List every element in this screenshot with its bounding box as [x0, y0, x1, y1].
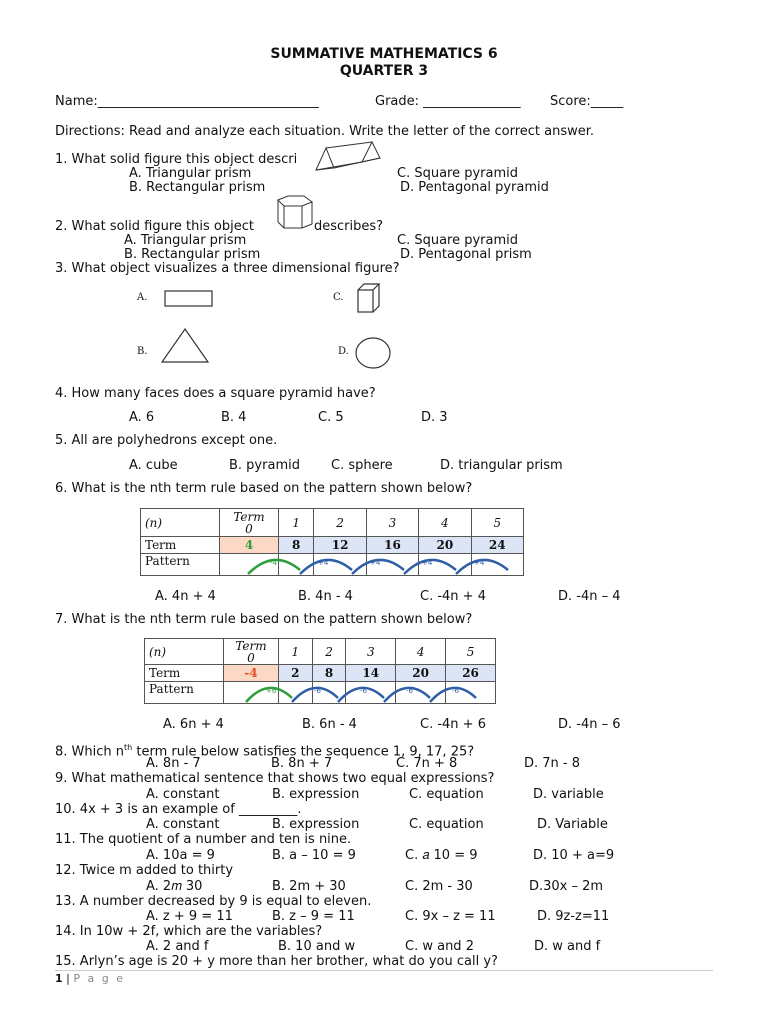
q7-option-a: A. 6n + 4 — [163, 717, 224, 732]
circle-shape-icon — [354, 336, 392, 370]
q2-option-a: A. Triangular prism — [124, 233, 247, 248]
q11-stem: 11. The quotient of a number and ten is nine. — [55, 832, 352, 847]
term0-header: Term 0 — [220, 509, 279, 537]
triangle-shape-icon — [160, 326, 210, 364]
q10-option-a: A. constant — [146, 817, 220, 832]
q10-option-c: C. equation — [409, 817, 484, 832]
page-title: SUMMATIVE MATHEMATICS 6 — [270, 46, 498, 62]
q8-option-d: D. 7n - 8 — [524, 756, 581, 771]
page-number: 1 — [55, 972, 63, 985]
term-value: 4 — [220, 537, 279, 554]
col-header: 2 — [312, 639, 346, 665]
q9-option-c: C. equation — [409, 787, 484, 802]
q2-option-c: C. Square pyramid — [397, 233, 519, 248]
q14-option-d: D. w and f — [534, 939, 601, 954]
q13-option-c: C. 9x – z = 11 — [405, 909, 496, 924]
q4-option-b: B. 4 — [221, 410, 247, 425]
term-value: -4 — [224, 665, 279, 682]
pattern-row-label: Pattern — [145, 682, 224, 704]
col-header: 5 — [446, 639, 496, 665]
q2-option-b: B. Rectangular prism — [124, 247, 261, 262]
term-value: 20 — [419, 537, 471, 554]
step-label: +4 — [370, 559, 381, 567]
q14-option-c: C. w and 2 — [405, 939, 474, 954]
q6-step-arrows — [140, 508, 524, 578]
q2-stem: 2. What solid figure this object — [55, 219, 254, 234]
term-value: 26 — [446, 665, 496, 682]
term0-header: Term 0 — [224, 639, 279, 665]
q1-option-d: D. Pentagonal pyramid — [400, 180, 549, 195]
q8-option-a: A. 8n - 7 — [146, 756, 201, 771]
q6-pattern-table — [140, 508, 524, 578]
n-header: (n) — [141, 509, 220, 537]
step-label: +6 — [266, 687, 277, 695]
n-header: (n) — [145, 639, 224, 665]
q11-option-a: A. 10a = 9 — [146, 848, 215, 863]
q1-stem: 1. What solid figure this object descri — [55, 152, 298, 167]
q5-stem: 5. All are polyhedrons except one. — [55, 433, 278, 448]
page-subtitle: QUARTER 3 — [339, 63, 429, 79]
term-value: 2 — [279, 665, 313, 682]
term-value: 24 — [471, 537, 523, 554]
q12-option-b: B. 2m + 30 — [272, 879, 346, 894]
term-row-label: Term — [141, 537, 220, 554]
q10-option-d: D. Variable — [537, 817, 608, 832]
q1-option-c: C. Square pyramid — [397, 166, 519, 181]
q6-option-a: A. 4n + 4 — [155, 589, 216, 604]
q9-option-a: A. constant — [146, 787, 220, 802]
q3-stem: 3. What object visualizes a three dimensional figure? — [55, 261, 400, 276]
term-value: 20 — [396, 665, 446, 682]
q12-option-a: A. 2𝑚 30 — [146, 879, 203, 894]
q11-option-c: C. 𝑎 10 = 9 — [405, 848, 478, 863]
q3-option-b: B. — [137, 346, 148, 357]
footer-divider — [55, 970, 713, 971]
q9-stem: 9. What mathematical sentence that shows two equal expressions? — [55, 771, 495, 786]
col-header: 1 — [279, 509, 314, 537]
col-header: 3 — [366, 509, 418, 537]
step-label: +4 — [318, 559, 329, 567]
q8-option-b: B. 8n + 7 — [271, 756, 333, 771]
term-value: 12 — [314, 537, 366, 554]
term-value: 16 — [366, 537, 418, 554]
q2-option-d: D. Pentagonal prism — [400, 247, 532, 262]
name-field: Name:__________________________________ — [55, 94, 319, 109]
page-label: P a g e — [73, 972, 125, 985]
step-label: -6 — [406, 687, 413, 695]
q4-stem: 4. How many faces does a square pyramid have? — [55, 386, 376, 401]
q1-option-b: B. Rectangular prism — [129, 180, 266, 195]
q11-option-d: D. 10 + a=9 — [533, 848, 615, 863]
step-label: +4 — [474, 559, 485, 567]
q10-stem: 10. 4x + 3 is an example of _________. — [55, 802, 302, 817]
step-label: -6 — [452, 687, 459, 695]
q13-option-d: D. 9z-z=11 — [537, 909, 610, 924]
q14-stem: 14. In 10w + 2f, which are the variables? — [55, 924, 323, 939]
directions: Directions: Read and analyze each situation. Write the letter of the correct answer. — [55, 124, 595, 139]
q6-stem: 6. What is the nth term rule based on the pattern shown below? — [55, 481, 473, 496]
q15-stem: 15. Arlyn’s age is 20 + y more than her brother, what do you call y? — [55, 954, 498, 969]
step-label: -6 — [360, 687, 367, 695]
q13-option-a: A. z + 9 = 11 — [146, 909, 233, 924]
term-value: 14 — [346, 665, 396, 682]
q4-option-d: D. 3 — [421, 410, 448, 425]
q8-stem: 8. Which $n^{th}$ term rule below satisfies the sequence 1, 9, 17, 25? — [55, 743, 475, 760]
term-row-label: Term — [145, 665, 224, 682]
q12-option-c: C. 2m - 30 — [405, 879, 473, 894]
col-header: 2 — [314, 509, 366, 537]
q3-option-c: C. — [333, 292, 344, 303]
q5-option-c: C. sphere — [331, 458, 393, 473]
q6-option-c: C. -4n + 4 — [420, 589, 486, 604]
step-label: +4 — [422, 559, 433, 567]
q7-option-c: C. -4n + 6 — [420, 717, 486, 732]
q7-stem: 7. What is the nth term rule based on the pattern shown below? — [55, 612, 473, 627]
term-value: 8 — [312, 665, 346, 682]
q12-stem: 12. Twice m added to thirty — [55, 863, 234, 878]
col-header: 4 — [419, 509, 471, 537]
q13-option-b: B. z – 9 = 11 — [272, 909, 355, 924]
q5-option-d: D. triangular prism — [440, 458, 563, 473]
q7-option-d: D. -4n – 6 — [558, 717, 621, 732]
step-label: -6 — [314, 687, 321, 695]
q8-option-c: C. 7n + 8 — [396, 756, 458, 771]
step-label: -4 — [270, 559, 277, 567]
q3-option-a: A. — [137, 292, 148, 303]
q7-step-arrows — [144, 638, 496, 706]
q4-option-a: A. 6 — [129, 410, 155, 425]
term-value: 8 — [279, 537, 314, 554]
q6-option-b: B. 4n - 4 — [298, 589, 353, 604]
col-header: 5 — [471, 509, 523, 537]
pattern-row-label: Pattern — [141, 554, 220, 576]
q10-option-b: B. expression — [272, 817, 360, 832]
q14-option-a: A. 2 and f — [146, 939, 209, 954]
col-header: 3 — [346, 639, 396, 665]
q9-option-d: D. variable — [533, 787, 604, 802]
q7-option-b: B. 6n - 4 — [302, 717, 357, 732]
q2-stem-end: describes? — [314, 219, 384, 234]
q7-pattern-table — [144, 638, 496, 706]
grade-field: Grade: _______________ — [375, 94, 521, 109]
q4-option-c: C. 5 — [318, 410, 344, 425]
triangular-prism-icon — [312, 140, 384, 176]
q14-option-b: B. 10 and w — [278, 939, 356, 954]
col-header: 1 — [279, 639, 313, 665]
cuboid-shape-icon — [356, 282, 382, 314]
q5-option-a: A. cube — [129, 458, 178, 473]
q13-stem: 13. A number decreased by 9 is equal to eleven. — [55, 894, 372, 909]
q6-option-d: D. -4n – 4 — [558, 589, 621, 604]
score-field: Score:_____ — [550, 94, 624, 109]
col-header: 4 — [396, 639, 446, 665]
rectangle-shape-icon — [164, 289, 214, 309]
page-footer: 1 | P a g e — [55, 972, 125, 985]
q3-option-d: D. — [338, 346, 349, 357]
q12-option-d: D.30x – 2m — [529, 879, 604, 894]
q11-option-b: B. a – 10 = 9 — [272, 848, 356, 863]
q5-option-b: B. pyramid — [229, 458, 300, 473]
pentagonal-prism-icon — [272, 194, 316, 232]
q9-option-b: B. expression — [272, 787, 360, 802]
q1-option-a: A. Triangular prism — [129, 166, 252, 181]
